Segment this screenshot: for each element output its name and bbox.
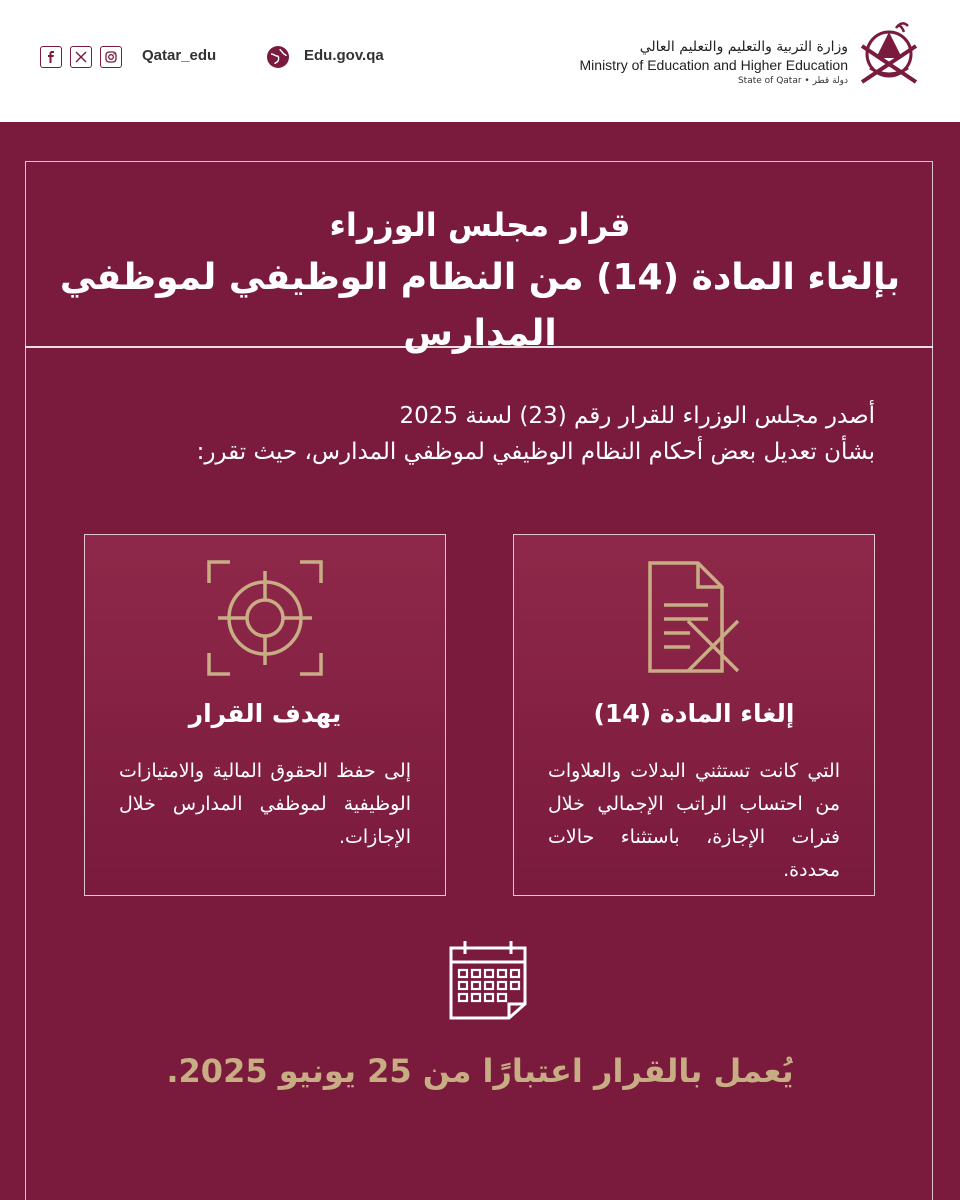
intro-text — [75, 398, 875, 470]
ministry-name-ar: وزارة التربية والتعليم والتعليم العالي — [639, 39, 848, 55]
social-handle[interactable]: Qatar_edu — [142, 47, 217, 64]
card-body: التي كانت تستثني البدلات والعلاوات من احتساب الراتب الإجمالي خلال فترات الإجازة، باستثناء حالات محددة. — [548, 760, 840, 881]
website-link[interactable]: Edu.gov.qa — [304, 47, 384, 64]
target-icon — [206, 559, 324, 681]
ministry-name — [580, 38, 848, 88]
title-line-2: بإلغاء المادة (14) من النظام الوظيفي لموظفي المدارس — [59, 257, 901, 354]
calendar-icon — [447, 938, 529, 1026]
card-body: إلى حفظ الحقوق المالية والامتيازات الوظيفية لموظفي المدارس خلال الإجازات. — [119, 760, 411, 848]
state-label: State of Qatar • دولة قطر — [737, 76, 848, 86]
social-links — [40, 46, 122, 68]
effective-date-text: يُعمل بالقرار اعتبارًا من 25 يونيو 2025. — [166, 1052, 794, 1090]
page-title — [40, 200, 920, 362]
x-icon[interactable] — [70, 46, 92, 68]
globe-icon — [266, 45, 290, 73]
intro-line-1: أصدر مجلس الوزراء للقرار رقم (23) لسنة 2025 — [399, 403, 875, 429]
facebook-icon[interactable] — [40, 46, 62, 68]
card-decision-goal — [84, 534, 446, 896]
card-article-14 — [513, 534, 875, 896]
title-line-1: قرار مجلس الوزراء — [329, 206, 631, 244]
ministry-name-en: Ministry of Education and Higher Education — [579, 57, 848, 73]
card-title: إلغاء المادة (14) — [593, 699, 795, 728]
document-cancel-icon — [642, 559, 746, 683]
qatar-emblem-icon — [856, 18, 922, 98]
card-title: يهدف القرار — [188, 699, 342, 728]
intro-line-2: بشأن تعديل بعض أحكام النظام الوظيفي لموظفي المدارس، حيث تقرر: — [196, 439, 875, 465]
header-bar — [0, 0, 960, 122]
instagram-icon[interactable] — [100, 46, 122, 68]
